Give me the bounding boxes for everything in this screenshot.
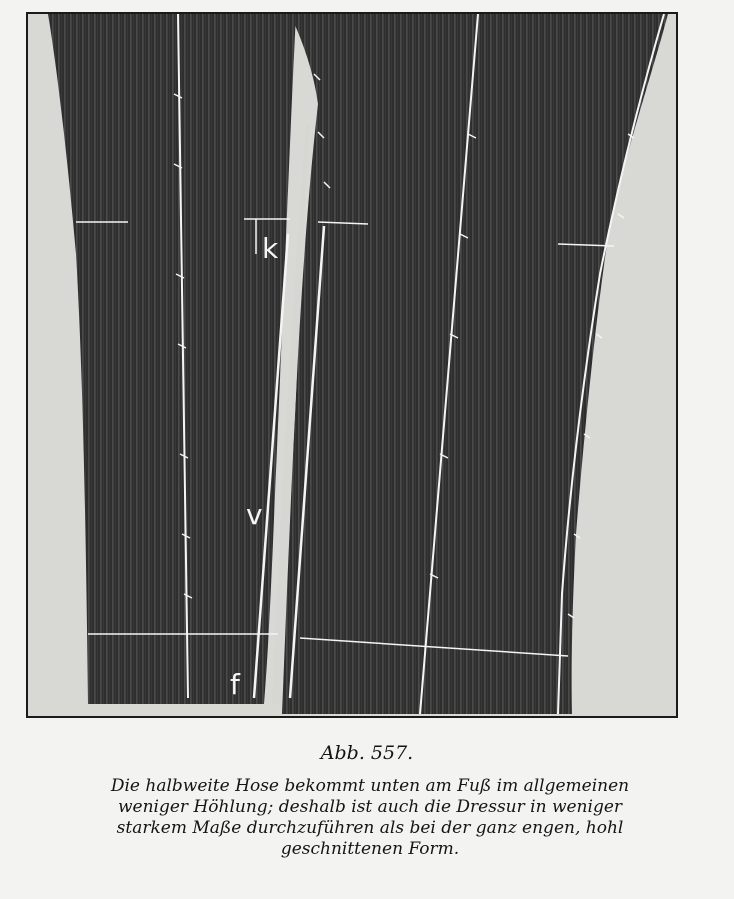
caption-line: weniger Höhlung; deshalb ist auch die Dressur in weniger [117,797,623,817]
caption-line: geschnittenen Form. [280,839,460,859]
label-f: f [230,668,240,701]
label-k: k [262,232,279,265]
figure-caption [14,776,726,860]
caption-line: starkem Maße durchzuführen als bei der ganz engen, hohl [116,818,624,838]
figure-number: Abb. 557. [320,742,414,764]
trouser-pattern-illustration [28,14,676,716]
trouser-pattern-photo [26,12,678,718]
label-v: v [246,498,263,531]
caption-line: Die halbweite Hose bekommt unten am Fuß im allgemeinen [110,776,630,796]
